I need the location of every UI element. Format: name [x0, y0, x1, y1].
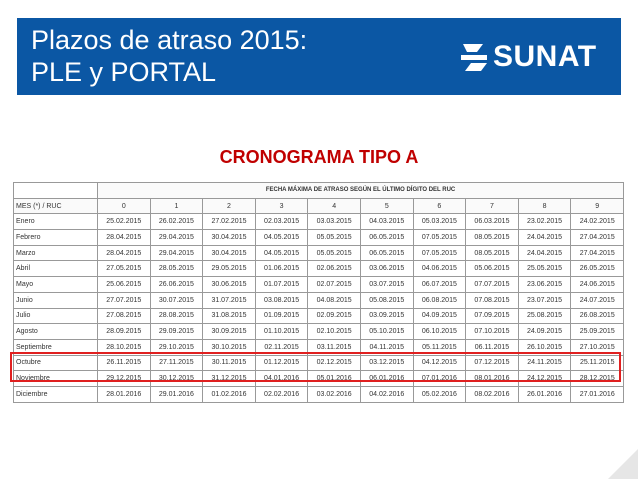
table-row: [14, 245, 624, 261]
date-cell: 04.06.2015: [413, 261, 466, 277]
date-cell: 05.11.2015: [413, 339, 466, 355]
date-cell: 08.02.2016: [466, 386, 519, 402]
date-cell: 25.09.2015: [571, 324, 624, 340]
date-cell: 27.11.2015: [150, 355, 203, 371]
date-cell: 25.11.2015: [571, 355, 624, 371]
digit-header: 9: [571, 198, 624, 214]
date-cell: 25.05.2015: [518, 261, 571, 277]
table-caption: FECHA MÁXIMA DE ATRASO SEGÚN EL ÚLTIMO DÍGITO DEL RUC: [98, 183, 624, 199]
date-cell: 04.02.2016: [360, 386, 413, 402]
table-row: [14, 324, 624, 340]
date-cell: 02.12.2015: [308, 355, 361, 371]
corner-label: MES (*) / RUC: [14, 198, 98, 214]
date-cell: 05.02.2016: [413, 386, 466, 402]
date-cell: 23.06.2015: [518, 277, 571, 293]
date-cell: 01.09.2015: [255, 308, 308, 324]
schedule-subtitle: CRONOGRAMA TIPO A: [219, 147, 419, 167]
date-cell: 07.08.2015: [466, 292, 519, 308]
date-cell: 27.02.2015: [203, 214, 256, 230]
date-cell: 24.09.2015: [518, 324, 571, 340]
date-cell: 27.05.2015: [98, 261, 151, 277]
date-cell: 29.05.2015: [203, 261, 256, 277]
date-cell: 28.10.2015: [98, 339, 151, 355]
date-cell: 29.04.2015: [150, 230, 203, 246]
date-cell: 30.12.2015: [150, 371, 203, 387]
digit-header: 7: [466, 198, 519, 214]
date-cell: 29.09.2015: [150, 324, 203, 340]
digit-header: 2: [203, 198, 256, 214]
date-cell: 31.07.2015: [203, 292, 256, 308]
date-cell: 26.06.2015: [150, 277, 203, 293]
month-cell: Junio: [14, 292, 98, 308]
date-cell: 30.06.2015: [203, 277, 256, 293]
month-cell: Marzo: [14, 245, 98, 261]
digit-header-row: [14, 198, 624, 214]
date-cell: 26.01.2016: [518, 386, 571, 402]
date-cell: 06.05.2015: [360, 230, 413, 246]
digit-header: 4: [308, 198, 361, 214]
date-cell: 01.12.2015: [255, 355, 308, 371]
table-row: [14, 277, 624, 293]
table-row: [14, 371, 624, 387]
date-cell: 27.07.2015: [98, 292, 151, 308]
sunat-logo: [457, 40, 607, 74]
table-row: [14, 261, 624, 277]
date-cell: 04.03.2015: [360, 214, 413, 230]
schedule-table: [13, 182, 624, 403]
date-cell: 07.05.2015: [413, 230, 466, 246]
date-cell: 23.02.2015: [518, 214, 571, 230]
date-cell: 27.01.2016: [571, 386, 624, 402]
header-bar: [17, 18, 621, 95]
month-cell: Febrero: [14, 230, 98, 246]
corner-decoration: [598, 439, 638, 479]
date-cell: 23.07.2015: [518, 292, 571, 308]
date-cell: 05.03.2015: [413, 214, 466, 230]
date-cell: 05.08.2015: [360, 292, 413, 308]
date-cell: 03.12.2015: [360, 355, 413, 371]
date-cell: 24.04.2015: [518, 245, 571, 261]
date-cell: 27.10.2015: [571, 339, 624, 355]
date-cell: 02.11.2015: [255, 339, 308, 355]
date-cell: 06.10.2015: [413, 324, 466, 340]
date-cell: 01.06.2015: [255, 261, 308, 277]
date-cell: 06.11.2015: [466, 339, 519, 355]
date-cell: 07.01.2016: [413, 371, 466, 387]
digit-header: 1: [150, 198, 203, 214]
date-cell: 03.06.2015: [360, 261, 413, 277]
date-cell: 26.11.2015: [98, 355, 151, 371]
date-cell: 05.10.2015: [360, 324, 413, 340]
date-cell: 27.04.2015: [571, 230, 624, 246]
date-cell: 29.01.2016: [150, 386, 203, 402]
date-cell: 25.02.2015: [98, 214, 151, 230]
sunat-logo-text: SUNAT: [493, 40, 597, 73]
slide-title-line2: PLE y PORTAL: [31, 57, 217, 87]
digit-header: 8: [518, 198, 571, 214]
date-cell: 03.07.2015: [360, 277, 413, 293]
digit-header: 0: [98, 198, 151, 214]
date-cell: 28.04.2015: [98, 245, 151, 261]
date-cell: 05.06.2015: [466, 261, 519, 277]
date-cell: 28.09.2015: [98, 324, 151, 340]
date-cell: 28.08.2015: [150, 308, 203, 324]
digit-header: 3: [255, 198, 308, 214]
date-cell: 08.01.2016: [466, 371, 519, 387]
date-cell: 02.10.2015: [308, 324, 361, 340]
sunat-logo-icon: [457, 40, 491, 74]
date-cell: 06.05.2015: [360, 245, 413, 261]
date-cell: 31.12.2015: [203, 371, 256, 387]
date-cell: 24.06.2015: [571, 277, 624, 293]
date-cell: 07.07.2015: [466, 277, 519, 293]
date-cell: 30.09.2015: [203, 324, 256, 340]
date-cell: 26.08.2015: [571, 308, 624, 324]
month-cell: Enero: [14, 214, 98, 230]
date-cell: 01.02.2016: [203, 386, 256, 402]
date-cell: 04.08.2015: [308, 292, 361, 308]
date-cell: 06.01.2016: [360, 371, 413, 387]
date-cell: 03.11.2015: [308, 339, 361, 355]
digit-header: 5: [360, 198, 413, 214]
date-cell: 24.04.2015: [518, 230, 571, 246]
table-row: [14, 339, 624, 355]
date-cell: 06.07.2015: [413, 277, 466, 293]
date-cell: 02.02.2016: [255, 386, 308, 402]
table-row: [14, 292, 624, 308]
month-cell: Octubre: [14, 355, 98, 371]
month-cell: Diciembre: [14, 386, 98, 402]
schedule-body: [14, 214, 624, 402]
date-cell: 04.09.2015: [413, 308, 466, 324]
caption-row: [14, 183, 624, 199]
date-cell: 03.08.2015: [255, 292, 308, 308]
date-cell: 07.10.2015: [466, 324, 519, 340]
date-cell: 08.05.2015: [466, 245, 519, 261]
date-cell: 04.01.2016: [255, 371, 308, 387]
month-cell: Agosto: [14, 324, 98, 340]
date-cell: 31.08.2015: [203, 308, 256, 324]
date-cell: 28.01.2016: [98, 386, 151, 402]
table-row: [14, 308, 624, 324]
date-cell: 01.10.2015: [255, 324, 308, 340]
date-cell: 28.12.2015: [571, 371, 624, 387]
date-cell: 06.08.2015: [413, 292, 466, 308]
table-row: [14, 355, 624, 371]
date-cell: 24.02.2015: [571, 214, 624, 230]
date-cell: 05.01.2016: [308, 371, 361, 387]
slide-title-line1: Plazos de atraso 2015:: [31, 25, 308, 55]
date-cell: 06.03.2015: [466, 214, 519, 230]
date-cell: 02.07.2015: [308, 277, 361, 293]
table-row: [14, 214, 624, 230]
date-cell: 07.09.2015: [466, 308, 519, 324]
slide-title: [31, 24, 431, 88]
date-cell: 08.05.2015: [466, 230, 519, 246]
date-cell: 02.09.2015: [308, 308, 361, 324]
month-cell: Mayo: [14, 277, 98, 293]
date-cell: 25.08.2015: [518, 308, 571, 324]
date-cell: 01.07.2015: [255, 277, 308, 293]
date-cell: 07.12.2015: [466, 355, 519, 371]
date-cell: 26.10.2015: [518, 339, 571, 355]
date-cell: 24.12.2015: [518, 371, 571, 387]
table-row: [14, 386, 624, 402]
date-cell: 04.05.2015: [255, 230, 308, 246]
caption-spacer: [14, 183, 98, 199]
date-cell: 29.12.2015: [98, 371, 151, 387]
date-cell: 30.11.2015: [203, 355, 256, 371]
date-cell: 07.05.2015: [413, 245, 466, 261]
table-row: [14, 230, 624, 246]
date-cell: 24.11.2015: [518, 355, 571, 371]
date-cell: 30.10.2015: [203, 339, 256, 355]
date-cell: 04.11.2015: [360, 339, 413, 355]
digit-header: 6: [413, 198, 466, 214]
date-cell: 04.12.2015: [413, 355, 466, 371]
date-cell: 05.05.2015: [308, 245, 361, 261]
date-cell: 30.04.2015: [203, 245, 256, 261]
date-cell: 27.04.2015: [571, 245, 624, 261]
date-cell: 03.09.2015: [360, 308, 413, 324]
month-cell: Septiembre: [14, 339, 98, 355]
date-cell: 02.03.2015: [255, 214, 308, 230]
date-cell: 30.07.2015: [150, 292, 203, 308]
date-cell: 05.05.2015: [308, 230, 361, 246]
month-cell: Abril: [14, 261, 98, 277]
date-cell: 30.04.2015: [203, 230, 256, 246]
date-cell: 26.02.2015: [150, 214, 203, 230]
month-cell: Julio: [14, 308, 98, 324]
date-cell: 28.04.2015: [98, 230, 151, 246]
date-cell: 29.10.2015: [150, 339, 203, 355]
date-cell: 29.04.2015: [150, 245, 203, 261]
month-cell: Noviembre: [14, 371, 98, 387]
date-cell: 25.06.2015: [98, 277, 151, 293]
date-cell: 27.08.2015: [98, 308, 151, 324]
date-cell: 02.06.2015: [308, 261, 361, 277]
date-cell: 24.07.2015: [571, 292, 624, 308]
date-cell: 03.03.2015: [308, 214, 361, 230]
date-cell: 04.05.2015: [255, 245, 308, 261]
date-cell: 26.05.2015: [571, 261, 624, 277]
date-cell: 03.02.2016: [308, 386, 361, 402]
date-cell: 28.05.2015: [150, 261, 203, 277]
